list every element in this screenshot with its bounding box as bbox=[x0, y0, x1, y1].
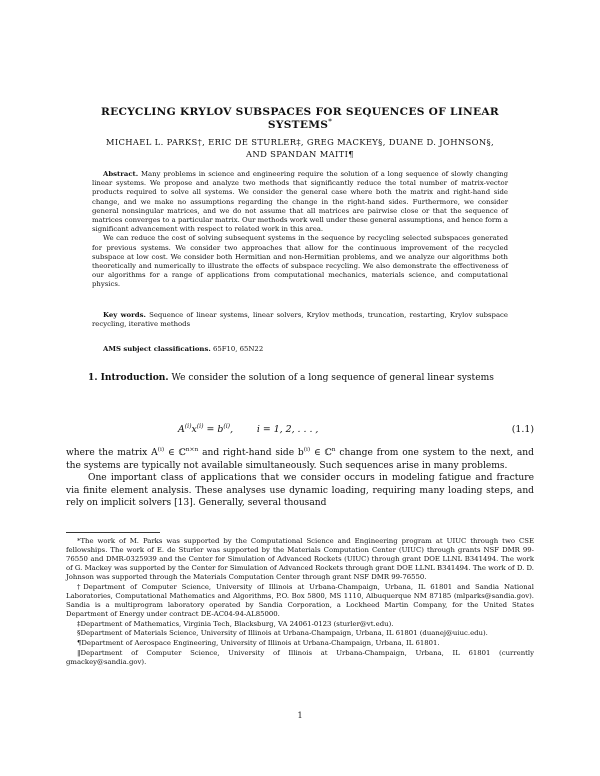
author-list bbox=[66, 137, 534, 160]
introduction-continued bbox=[66, 447, 534, 510]
abstract-paragraph-1 bbox=[92, 170, 508, 234]
equation-formula: $A^{(i)}x^{(i)} = b^{(i)}$, i = 1, 2, . . . , bbox=[178, 422, 319, 435]
footnote-de-sturler: ‡Department of Mathematics, Virginia Tech, Blacksburg, VA 24061-0123 (sturler@vt.edu). bbox=[77, 619, 394, 628]
footnote-johnson: §Department of Materials Science, University of Illinois at Urbana-Champaign, Urbana, IL 61801 (duanej@uiuc.edu). bbox=[77, 629, 488, 638]
intro-paragraph-3: One important class of applications that we consider occurs in modeling fatigue and fracture via finite element analysis. These analyses use dynamic loading, requiring many loading steps, and rely on implicit solvers [13]. Generally, several thousand bbox=[66, 473, 534, 509]
introduction-section bbox=[66, 372, 534, 385]
ams-label: AMS subject classifications. bbox=[103, 345, 211, 353]
ams-classification bbox=[92, 345, 508, 354]
abstract bbox=[92, 170, 508, 290]
page-number: 1 bbox=[297, 711, 303, 720]
keywords bbox=[92, 311, 508, 329]
abstract-label: Abstract. bbox=[103, 170, 139, 178]
abstract-text-1: Many problems in science and engineering require the solution of a long sequence of slowly changing linear systems. We propose and analyze two methods that significantly reduce the total number of matrix-vector products required to solve all systems. We consider the general case where both the matrix and right-hand side change, and we make no assumptions regarding the change in the right-hand sides. Furthermore, we consider general nonsingular matrices, and we do not assume that all matrices are pairwise close or that the sequence of matrices converges to a particular matrix. Our methods work well under these general assumptions, and hence form a significant advancement with respect to related work in this area. bbox=[92, 170, 508, 234]
equation-1-1 bbox=[66, 424, 534, 440]
authors-line-2: AND SPANDAN MAITI¶ bbox=[246, 148, 354, 159]
footnote-maiti: ¶Department of Aerospace Engineering, University of Illinois at Urbana-Champaign, Urbana, IL 61801. bbox=[77, 639, 440, 648]
authors-line-1: MICHAEL L. PARKS†, ERIC DE STURLER‡, GREG MACKEY§, DUANE D. JOHNSON§, bbox=[105, 137, 495, 147]
title-line-1: RECYCLING KRYLOV SUBSPACES FOR SEQUENCES OF LINEAR bbox=[101, 106, 499, 118]
ams-text: 65F10, 65N22 bbox=[212, 345, 264, 353]
footnotes bbox=[66, 537, 534, 667]
intro-text-1: We consider the solution of a long sequence of general linear systems bbox=[171, 373, 494, 383]
keywords-label: Key words. bbox=[103, 311, 146, 319]
footnote-rule bbox=[66, 532, 160, 533]
equation-number: (1.1) bbox=[511, 424, 534, 435]
title-line-2: SYSTEMS bbox=[267, 119, 329, 131]
abstract-text-2: We can reduce the cost of solving subsequent systems in the sequence by recycling selected subspaces generated for previous systems. We consider two approaches that allow for the continuous improvement of the recycled subspace at low cost. We consider both Hermitian and non-Hermitian problems, and we analyze our algorithms both theoretically and numerically to illustrate the effects of subspace recycling. We also demonstrate the effectiveness of our algorithms for a range of applications from computational mechanics, materials science, and computational physics. bbox=[92, 234, 508, 289]
footnote-mackey: ‖Department of Computer Science, University of Illinois at Urbana-Champaign, Urbana, IL 61801 (currently gmackey@sandia.gov). bbox=[66, 648, 534, 666]
title-footnote-mark: * bbox=[328, 117, 333, 126]
intro-paragraph-2: where the matrix $A^{(i)}$ ∈ ℂ$^{n\times n}$ and right-hand side $b^{(i)}$ ∈ ℂ$^n$ change from one system to the next, and the systems are typically not available simultaneously. Such sequences arise in many problems. bbox=[66, 446, 534, 471]
footnote-parks: †Department of Computer Science, University of Illinois at Urbana-Champaign, Urbana, IL 61801 and Sandia National Laboratories, Computational Mathematics and Algorithms, P.O. Box 5800, MS 1110, Albuquerque NM 87185 (mlparks@sandia.gov). Sandia is a multiprogram laboratory operated by Sandia Corporation, a Lockheed Martin Company, for the United States Department of Energy under contract DE-AC04-94-AL85000. bbox=[66, 582, 534, 619]
footnote-funding: *The work of M. Parks was supported by the Computational Science and Engineering program at UIUC through two CSE fellowships. The work of E. de Sturler was supported by the Materials Computation Center (UIUC) through grants NSF DMR 99-76550 and DMR-0325939 and the Center for Simulation of Advanced Rockets (UIUC) through grant DOE LLNL B341494. The work of G. Mackey was supported by the Center for Simulation of Advanced Rockets through grant DOE LLNL B341494. The work of D. D. Johnson was supported through the Materials Computation Center through grant NSF DMR 99-76550. bbox=[66, 537, 534, 582]
paper-title bbox=[66, 106, 534, 132]
abstract-paragraph-2 bbox=[92, 234, 508, 289]
section-heading: 1. Introduction. bbox=[88, 372, 169, 383]
intro-paragraph-1 bbox=[66, 372, 534, 385]
keywords-text: Sequence of linear systems, linear solvers, Krylov methods, truncation, restarting, Krylov subspace recycling, iterative methods bbox=[92, 311, 508, 329]
equation-index: i = 1, 2, . . . , bbox=[256, 424, 319, 435]
